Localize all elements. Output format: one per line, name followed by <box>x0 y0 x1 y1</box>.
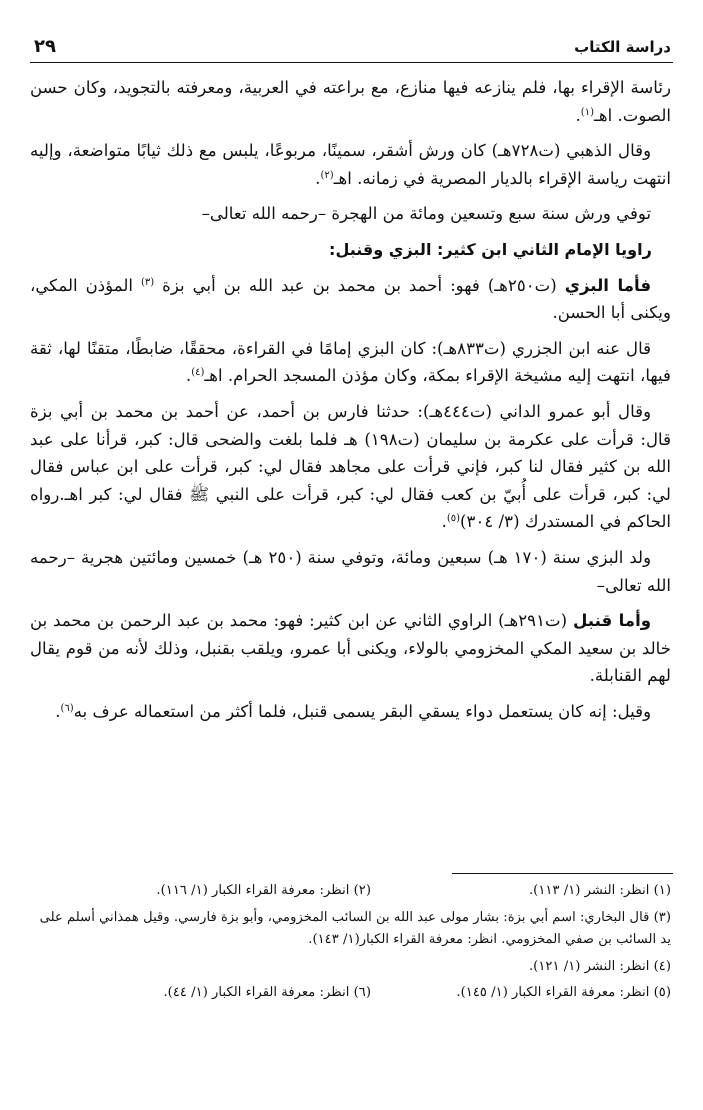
footnote-ref: (٦) <box>60 702 74 714</box>
paragraph: وقيل: إنه كان يستعمل دواء يسقي البقر يسمى قنبل، فلما أكثر من استعماله عرف به$^{(٦)}$. <box>55 701 652 721</box>
paragraph-text: وقيل: إنه كان يستعمل دواء يسقي البقر يسمى قنبل، فلما أكثر من استعماله عرف به <box>73 701 652 721</box>
paragraph: ولد البزي سنة (١٧٠ هـ) سبعين ومائة، وتوفي سنة (٢٥٠ هـ) خمسين ومائتين هجرية –رحمه الله تعالى– <box>30 547 671 595</box>
footnote-ref: (٢) <box>320 169 334 181</box>
paragraph: قال عنه ابن الجزري (ت٨٣٣هـ): كان البزي إمامًا في القراءة، محققًا، ضابطًا، متقنًا لها، ثقة فيها، انتهت إليه مشيخة الإقراء بمكة، وكان مؤذن المسجد الحرام. اهـ$^{(٤)}$. <box>30 338 671 386</box>
footnote: (١) انظر: النشر (١/ ١١٣). <box>528 883 671 898</box>
page-number: ٢٩ <box>34 36 56 57</box>
paragraph-text: وقال الذهبي (ت٧٢٨هـ) كان ورش أشقر، سمينًا، مربوعًا، يلبس مع ذلك ثيابًا متواضعة، وإليه انتهت رياسة الإقراء بالديار المصرية في زمانه. اهـ <box>30 141 671 188</box>
paragraph-text: (ت٢٩١هـ) الراوي الثاني عن ابن كثير: فهو: محمد بن عبد الرحمن بن محمد بن خالد بن سعيد المكي المخزومي بالولاء، ويكنى أبا عمرو، ويلقب بقنبل، وذلك لأنه من قوم يقال لهم القنابلة. <box>30 611 671 686</box>
paragraph: وقال أبو عمرو الداني (ت٤٤٤هـ): حدثنا فارس بن أحمد، عن أحمد بن محمد بن أبي بزة قال: قرأت على عكرمة بن سليمان (ت١٩٨) هـ فلما بلغت والضحى قال: كبر، قرأنا على عبد الله بن كثير فقال لنا كبر، فإني قرأت على مجاهد فقال لي: كبر، قرأت على ابن عباس فقال لي: كبر، قرأت على أُبيّ بن كعب فقال لي: كبر، قرأت على النبي ﷺ فقال لي: كبر اهـ.رواه الحاكم في المستدرك (٣/ ٣٠٤)$^{(٥)}$. <box>30 401 672 532</box>
paragraph-text: وقال أبو عمرو الداني (ت٤٤٤هـ): حدثنا فارس بن أحمد، عن أحمد بن محمد بن أبي بزة قال: قرأت على عكرمة بن سليمان (ت١٩٨) هـ فلما بلغت والضحى قال: كبر، قرأنا على عبد الله بن كثير فقال لنا كبر، فإني قرأت على مجاهد فقال لي: كبر، قرأت على ابن عباس فقال لي: كبر، قرأت على أُبيّ بن كعب فقال لي: كبر، قرأت على النبي ﷺ فقال لي: كبر اهـ.رواه الحاكم في المستدرك (٣/ ٣٠٤) <box>30 401 672 532</box>
paragraph-text: رئاسة الإقراء بها، فلم ينازعه فيها منازع، مع براعته في العربية، ومعرفته بالتجويد، وكان حسن الصوت. اهـ <box>30 78 671 125</box>
footnote-ref: (١) <box>580 106 594 118</box>
footnote-ref: (٣) <box>141 276 155 288</box>
footnote: (٣) قال البخاري: اسم أبي بزة: بشار مولى عبد الله بن السائب المخزومي، وأبو بزة فارسي. وقيل همذاني أسلم على يد السائب بن صفي المخزومي. انظر: معرفة القراء الكبار(١/ ١٤٣). <box>39 909 671 947</box>
footnote-ref: (٥) <box>446 513 461 525</box>
paragraph: رئاسة الإقراء بها، فلم ينازعه فيها منازع، مع براعته في العربية، ومعرفته بالتجويد، وكان حسن الصوت. اهـ$^{(١)}$. <box>30 78 671 125</box>
lead-term: فأما البزي <box>564 275 652 295</box>
running-header-title: دراسة الكتاب <box>574 38 671 56</box>
footnote: (٥) انظر: معرفة القراء الكبار (١/ ١٤٥). <box>456 985 671 1000</box>
running-header <box>30 38 673 63</box>
main-text <box>30 74 671 733</box>
footnote: (٤) انظر: النشر (١/ ١٢١). <box>528 958 671 974</box>
section-heading: راويا الإمام الثاني ابن كثير: البزي وقنبل: <box>329 239 652 259</box>
paragraph-text: المؤذن المكي، ويكنى أبا الحسن. <box>30 275 671 323</box>
paragraph: وقال الذهبي (ت٧٢٨هـ) كان ورش أشقر، سمينًا، مربوعًا، يلبس مع ذلك ثيابًا متواضعة، وإليه انتهت رياسة الإقراء بالديار المصرية في زمانه. اهـ$^{(٢)}$. <box>30 141 671 188</box>
paragraph <box>30 607 671 690</box>
footnote: (٦) انظر: معرفة القراء الكبار (١/ ٤٤). <box>163 985 371 1000</box>
footnotes <box>30 880 671 1009</box>
paragraph-text: (ت٢٥٠هـ) فهو: أحمد بن محمد بن عبد الله بن أبي بزة <box>154 275 565 295</box>
paragraph <box>30 272 671 327</box>
paragraph-text: قال عنه ابن الجزري (ت٨٣٣هـ): كان البزي إمامًا في القراءة، محققًا، ضابطًا، متقنًا لها، ثقة فيها، انتهت إليه مشيخة الإقراء بمكة، وكان مؤذن المسجد الحرام. اهـ <box>30 338 671 386</box>
lead-term: وأما قنبل <box>572 611 652 631</box>
footnote: (٢) انظر: معرفة القراء الكبار (١/ ١١٦). <box>156 883 371 898</box>
footnote-separator <box>452 873 673 874</box>
paragraph: توفي ورش سنة سبع وتسعين ومائة من الهجرة –رحمه الله تعالى– <box>201 204 652 224</box>
footnote-row <box>30 880 671 903</box>
footnote-row <box>30 982 671 1005</box>
footnote-ref: (٤) <box>191 367 205 379</box>
